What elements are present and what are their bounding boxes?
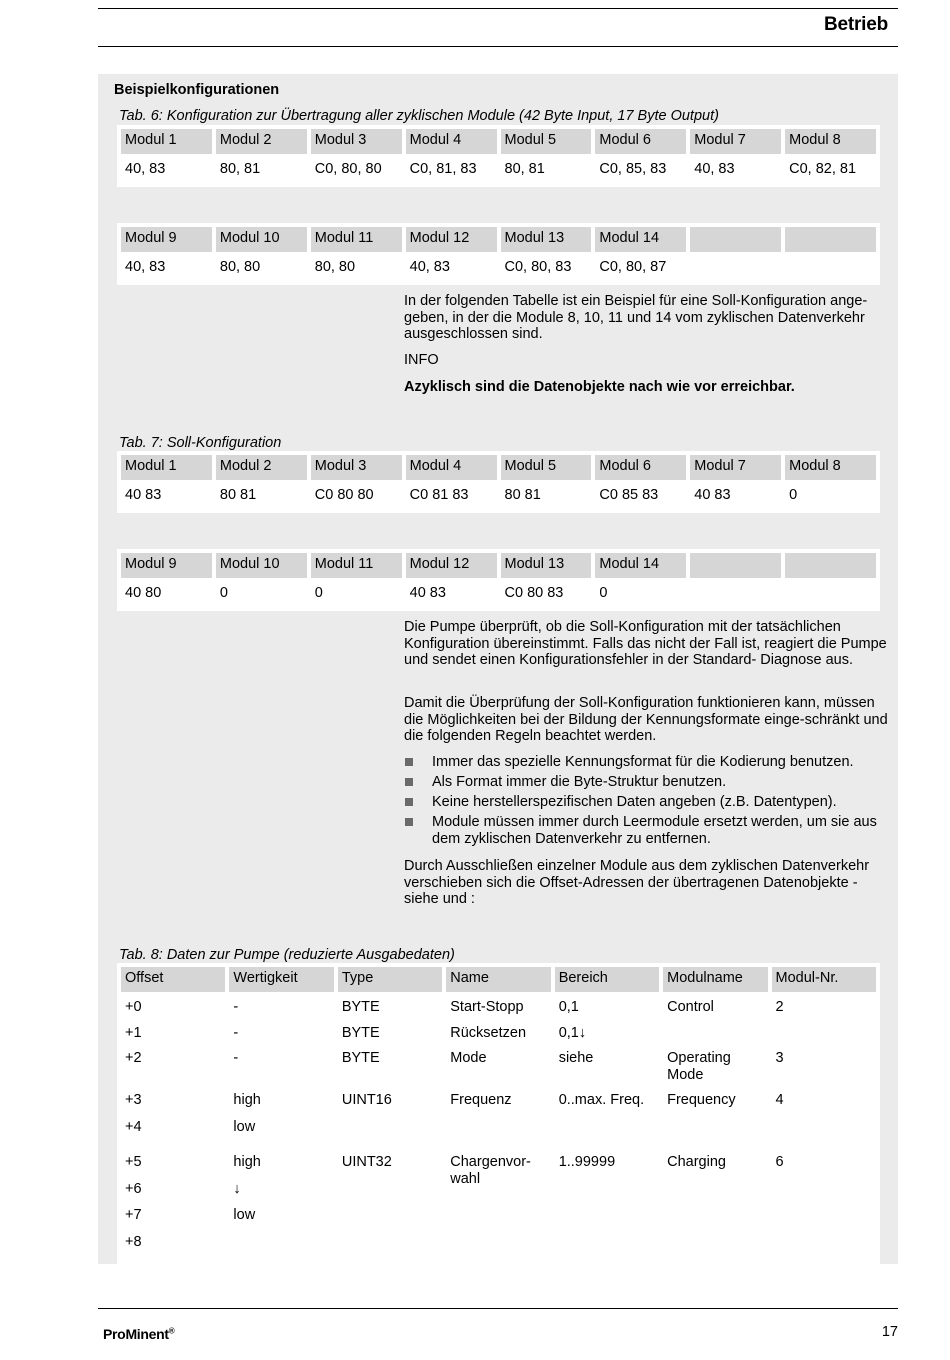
name-cell: Rücksetzen xyxy=(446,1022,550,1044)
table-row xyxy=(121,256,876,281)
offset-value: +7 xyxy=(125,1207,142,1223)
footer-rule xyxy=(98,1308,898,1309)
weight-cell xyxy=(229,1047,333,1085)
offset-value: +6 xyxy=(125,1180,142,1197)
list-item: Keine herstellerspezifischen Daten angeben (z.B. Datentypen). xyxy=(404,794,890,811)
table-cell xyxy=(690,582,781,607)
weight-value: - xyxy=(233,999,239,1015)
column-header: Offset xyxy=(121,967,225,992)
table-cell: 40 83 xyxy=(121,484,212,509)
table-cell: C0 81 83 xyxy=(406,484,497,509)
table-header-row xyxy=(121,129,876,154)
column-header: Modul 14 xyxy=(595,227,686,252)
column-header: Modul 13 xyxy=(501,553,592,578)
header-top-rule xyxy=(98,8,898,9)
column-header: Modul 9 xyxy=(121,553,212,578)
module-cell: Control xyxy=(663,996,767,1018)
column-header: Modul 3 xyxy=(311,455,402,480)
offset-cell xyxy=(121,1022,225,1044)
name-cell: Start-Stopp xyxy=(446,996,550,1018)
name-cell: Mode xyxy=(446,1047,550,1085)
section-title: Beispielkonfigurationen xyxy=(114,82,280,98)
header-bottom-rule xyxy=(98,46,898,47)
nr-cell: 4 xyxy=(772,1089,876,1147)
table-cell: 80, 80 xyxy=(216,256,307,281)
column-header: Modul 11 xyxy=(311,227,402,252)
table-cell: 80 81 xyxy=(216,484,307,509)
info-label: INFO xyxy=(404,352,439,368)
table6-part1 xyxy=(117,125,880,187)
range-cell: siehe xyxy=(555,1047,659,1085)
weight-value xyxy=(233,1234,329,1261)
weight-value: high xyxy=(233,1154,261,1170)
nr-cell: 3 xyxy=(772,1047,876,1085)
column-header: Name xyxy=(446,967,550,992)
column-header: Modul 9 xyxy=(121,227,212,252)
intro-paragraph: In der folgenden Tabelle ist ein Beispiel für eine Soll-Konfiguration ange-geben, in der die Module 8, 10, 11 und 14 vom zyklischen Datenverkehr ausgeschlossen sind. xyxy=(404,293,868,342)
column-header: Modul 12 xyxy=(406,553,497,578)
table-cell: 40 83 xyxy=(690,484,781,509)
offset-value: +5 xyxy=(125,1154,142,1170)
offset-value: +2 xyxy=(125,1050,142,1066)
table-row xyxy=(121,996,876,1018)
type-cell: BYTE xyxy=(338,1022,442,1044)
range-cell: 1..99999 xyxy=(555,1151,659,1262)
module-cell: Frequency xyxy=(663,1089,767,1147)
table-cell xyxy=(690,256,781,281)
table-cell: 40 83 xyxy=(406,582,497,607)
table7-part1 xyxy=(117,451,880,513)
page-header-title: Betrieb xyxy=(823,14,888,35)
table-cell: 0 xyxy=(595,582,686,607)
column-header: Modul 3 xyxy=(311,129,402,154)
column-header: Modul 1 xyxy=(121,129,212,154)
column-header: Wertigkeit xyxy=(229,967,333,992)
prominent-logo: ProMinent® xyxy=(103,1326,175,1342)
weight-value: high xyxy=(233,1092,261,1108)
offset-value: +1 xyxy=(125,1024,142,1041)
offset-paragraph: Durch Ausschließen einzelner Module aus dem zyklischen Datenverkehr verschieben sich die Offset-Adressen der übertragenen Datenobjekte - siehe und : xyxy=(404,858,870,907)
table-row xyxy=(121,1089,876,1147)
table-cell xyxy=(785,256,876,281)
column-header: Modul 14 xyxy=(595,553,686,578)
column-header: Modul 1 xyxy=(121,455,212,480)
table-header-row xyxy=(121,553,876,578)
table-row xyxy=(121,1047,876,1085)
range-cell: 0,1↓ xyxy=(555,1022,659,1044)
weight-cell xyxy=(229,1151,333,1262)
table6-caption: Tab. 6: Konfiguration zur Übertragung aller zyklischen Module (42 Byte Input, 17 Byte Output) xyxy=(119,108,719,124)
table-cell: C0, 82, 81 xyxy=(785,158,876,183)
column-header: Modul-Nr. xyxy=(772,967,876,992)
offset-value: +4 xyxy=(125,1118,142,1135)
column-header: Modul 6 xyxy=(595,129,686,154)
table-cell: C0, 80, 80 xyxy=(311,158,402,183)
table-row xyxy=(121,158,876,183)
offset-value: +0 xyxy=(125,999,142,1015)
table-row xyxy=(121,582,876,607)
column-header: Modul 6 xyxy=(595,455,686,480)
offset-cell xyxy=(121,1047,225,1085)
list-item: Immer das spezielle Kennungsformat für die Kodierung benutzen. xyxy=(404,754,890,771)
column-header: Modul 7 xyxy=(690,129,781,154)
table-cell: 40, 83 xyxy=(121,158,212,183)
table-cell: C0, 80, 83 xyxy=(501,256,592,281)
table-row xyxy=(121,484,876,509)
rules-intro-paragraph: Damit die Überprüfung der Soll-Konfiguration funktionieren kann, müssen die Möglichkeiten bei der Bildung der Kennungsformate einge-schränkt und die folgenden Regeln beachtet werden. xyxy=(404,695,888,744)
offset-cell xyxy=(121,1151,225,1262)
table8 xyxy=(117,963,880,1266)
table-cell: 40, 83 xyxy=(690,158,781,183)
table8-caption: Tab. 8: Daten zur Pumpe (reduzierte Ausgabedaten) xyxy=(119,947,455,963)
column-header: Modul 10 xyxy=(216,227,307,252)
table-header-row xyxy=(121,227,876,252)
square-bullet-icon xyxy=(405,818,413,826)
column-header: Modul 8 xyxy=(785,129,876,154)
column-header: Modul 12 xyxy=(406,227,497,252)
weight-value: low xyxy=(233,1118,256,1135)
table-row xyxy=(121,1151,876,1262)
table7-caption: Tab. 7: Soll-Konfiguration xyxy=(119,435,282,451)
column-header: Modul 11 xyxy=(311,553,402,578)
column-header: Modul 4 xyxy=(406,129,497,154)
square-bullet-icon xyxy=(405,798,413,806)
column-header: Modul 13 xyxy=(501,227,592,252)
table-row xyxy=(121,1022,876,1044)
weight-cell xyxy=(229,1089,333,1147)
square-bullet-icon xyxy=(405,778,413,786)
table-cell: 80, 81 xyxy=(501,158,592,183)
column-header: Type xyxy=(338,967,442,992)
table-cell: 40, 83 xyxy=(406,256,497,281)
table-cell: 80 81 xyxy=(501,484,592,509)
table-cell: 80, 80 xyxy=(311,256,402,281)
weight-value: - xyxy=(233,1024,239,1041)
column-header: Modulname xyxy=(663,967,767,992)
table-cell: C0 80 83 xyxy=(501,582,592,607)
table-cell: 0 xyxy=(785,484,876,509)
table6-part2 xyxy=(117,223,880,285)
module-cell xyxy=(663,1022,767,1044)
list-item: Als Format immer die Byte-Struktur benutzen. xyxy=(404,774,890,791)
range-cell: 0,1 xyxy=(555,996,659,1018)
offset-value: +3 xyxy=(125,1092,142,1108)
type-cell: BYTE xyxy=(338,1047,442,1085)
info-text: Azyklisch sind die Datenobjekte nach wie vor erreichbar. xyxy=(404,379,795,395)
column-header: Modul 5 xyxy=(501,129,592,154)
column-header xyxy=(690,553,781,578)
table-cell: 80, 81 xyxy=(216,158,307,183)
module-cell: Operating Mode xyxy=(663,1047,767,1085)
table-cell: C0, 80, 87 xyxy=(595,256,686,281)
column-header: Modul 7 xyxy=(690,455,781,480)
table-cell: C0, 81, 83 xyxy=(406,158,497,183)
table-cell: 0 xyxy=(311,582,402,607)
table-header-row xyxy=(121,455,876,480)
table-cell: C0 85 83 xyxy=(595,484,686,509)
table-cell: C0 80 80 xyxy=(311,484,402,509)
table-header-row xyxy=(121,967,876,992)
table-cell xyxy=(785,582,876,607)
column-header: Bereich xyxy=(555,967,659,992)
square-bullet-icon xyxy=(405,758,413,766)
name-cell: Frequenz xyxy=(446,1089,550,1147)
type-cell: BYTE xyxy=(338,996,442,1018)
table7-part2 xyxy=(117,549,880,611)
offset-value: +8 xyxy=(125,1233,142,1250)
table-cell: 0 xyxy=(216,582,307,607)
weight-value: - xyxy=(233,1050,239,1066)
weight-cell xyxy=(229,1022,333,1044)
table-cell: 40, 83 xyxy=(121,256,212,281)
nr-cell xyxy=(772,1022,876,1044)
type-cell: UINT32 xyxy=(338,1151,442,1262)
column-header xyxy=(785,227,876,252)
nr-cell: 6 xyxy=(772,1151,876,1262)
column-header: Modul 4 xyxy=(406,455,497,480)
type-cell: UINT16 xyxy=(338,1089,442,1147)
table-cell: C0, 85, 83 xyxy=(595,158,686,183)
weight-value: low xyxy=(233,1207,256,1223)
offset-cell xyxy=(121,996,225,1018)
column-header: Modul 5 xyxy=(501,455,592,480)
rules-list xyxy=(404,754,890,851)
list-item: Module müssen immer durch Leermodule ersetzt werden, um sie aus dem zyklischen Datenverkehr zu entfernen. xyxy=(404,814,890,847)
offset-cell xyxy=(121,1089,225,1147)
name-cell: Chargenvor-wahl xyxy=(446,1151,550,1262)
column-header: Modul 2 xyxy=(216,129,307,154)
page-number: 17 xyxy=(881,1324,898,1340)
nr-cell: 2 xyxy=(772,996,876,1018)
column-header: Modul 2 xyxy=(216,455,307,480)
weight-cell xyxy=(229,996,333,1018)
table-cell: 40 80 xyxy=(121,582,212,607)
column-header: Modul 10 xyxy=(216,553,307,578)
check-paragraph: Die Pumpe überprüft, ob die Soll-Konfiguration mit der tatsächlichen Konfiguration übereinstimmt. Falls das nicht der Fall ist, reagiert die Pumpe und sendet einen Konfigurationsfehler in der Standard- Diagnose aus. xyxy=(404,619,887,668)
module-cell: Charging xyxy=(663,1151,767,1262)
weight-value: ↓ xyxy=(233,1180,241,1197)
column-header: Modul 8 xyxy=(785,455,876,480)
column-header xyxy=(785,553,876,578)
column-header xyxy=(690,227,781,252)
range-cell: 0..max. Freq. xyxy=(555,1089,659,1147)
